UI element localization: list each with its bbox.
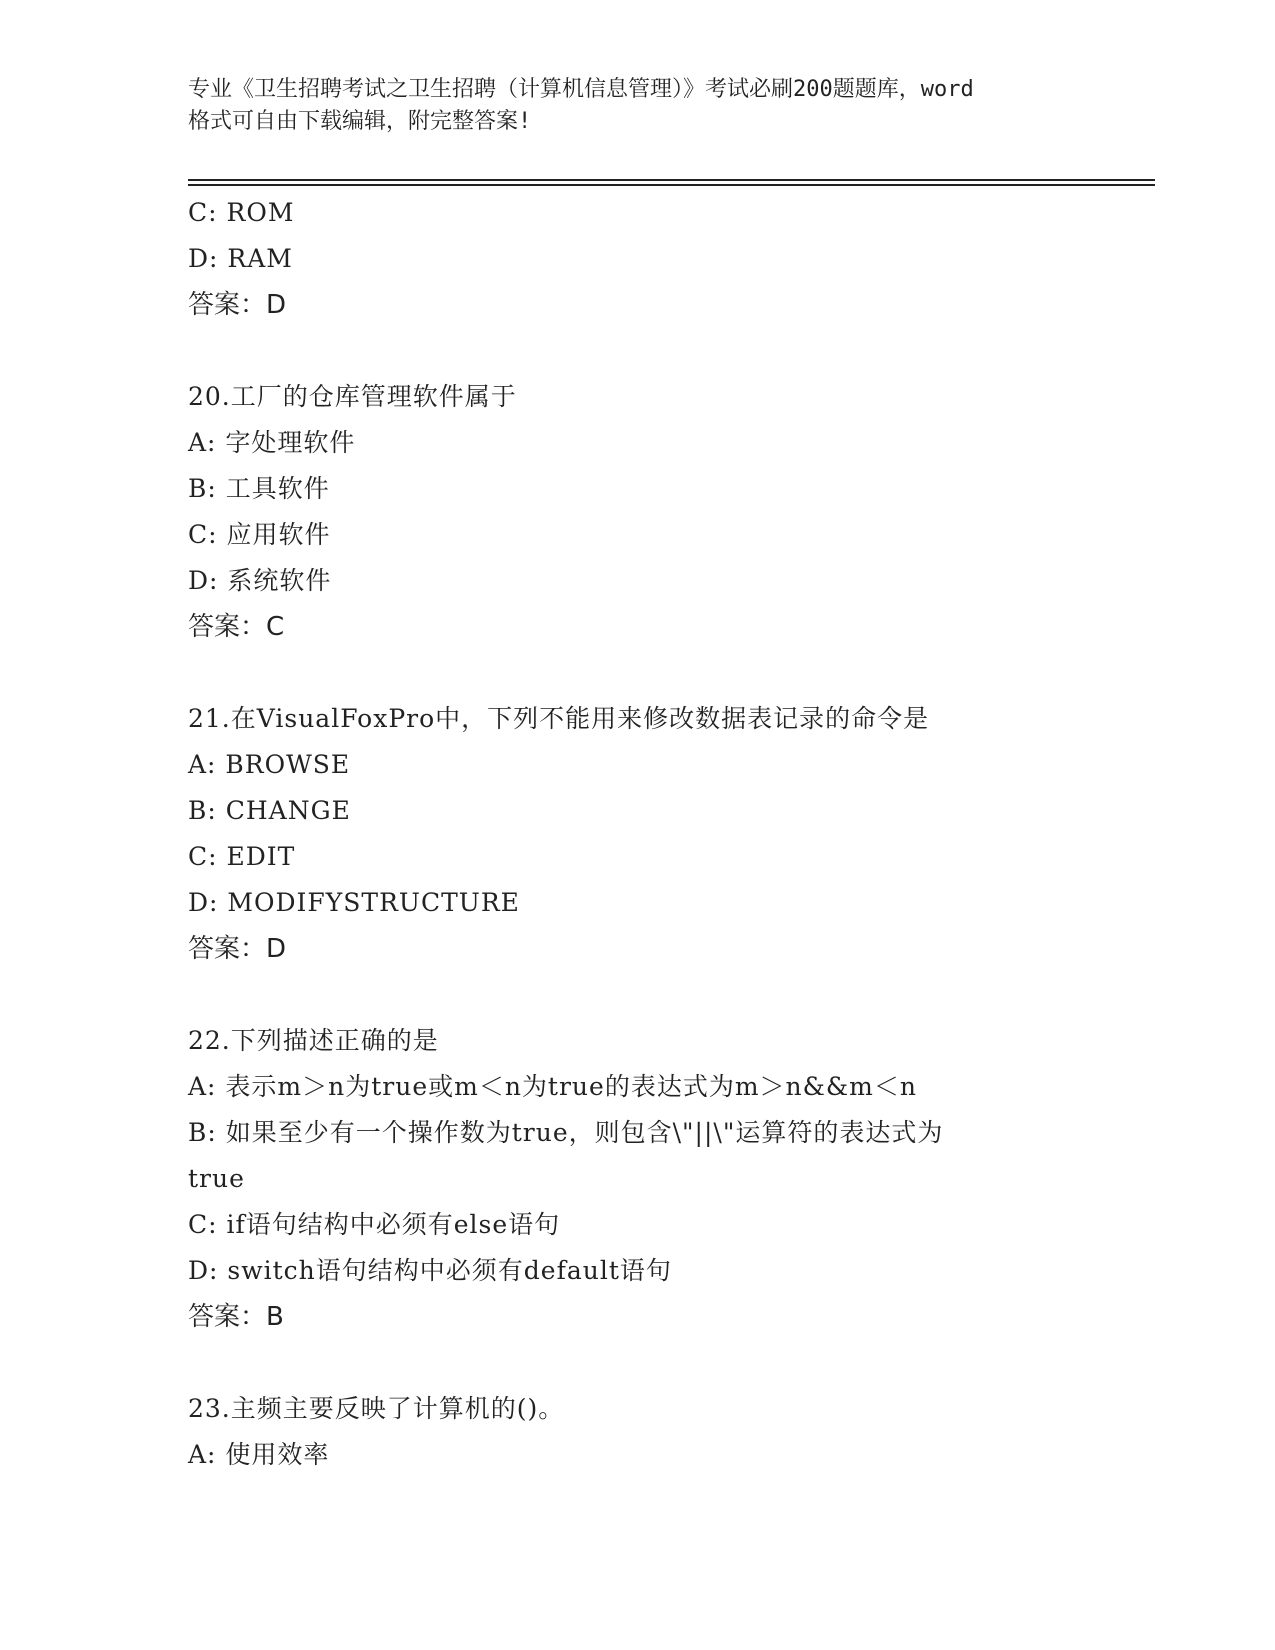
question-stem: 21.在VisualFoxPro中，下列不能用来修改数据表记录的命令是: [188, 704, 930, 733]
option-a: A: BROWSE: [188, 750, 351, 779]
option-a: A: 使用效率: [188, 1440, 330, 1469]
option-a: A: 字处理软件: [188, 428, 356, 457]
option-b: B: 如果至少有一个操作数为true，则包含\"||\"运算符的表达式为: [188, 1118, 944, 1147]
question-22: [188, 1018, 1088, 1340]
header-divider-top: [188, 179, 1155, 181]
question-stem: 22.下列描述正确的是: [188, 1026, 439, 1055]
option-c: C: 应用软件: [188, 520, 331, 549]
header-title-line-2: 格式可自由下载编辑，附完整答案!: [188, 109, 532, 134]
question-spacer: [188, 1340, 1088, 1386]
answer-label: 答案：D: [188, 934, 287, 964]
option-d: D: switch语句结构中必须有default语句: [188, 1256, 672, 1285]
question-20: [188, 374, 1088, 650]
question-23: [188, 1386, 1088, 1478]
header-divider-bottom: [188, 184, 1155, 186]
option-d: D: RAM: [188, 244, 293, 273]
question-spacer: [188, 650, 1088, 696]
option-b: B: 工具软件: [188, 474, 330, 503]
answer-label: 答案：C: [188, 612, 285, 642]
question-stem: 20.工厂的仓库管理软件属于: [188, 382, 517, 411]
option-b: B: CHANGE: [188, 796, 351, 825]
header-title-line-1: 专业《卫生招聘考试之卫生招聘（计算机信息管理）》考试必刷200题题库，word: [188, 77, 974, 102]
option-c: C: if语句结构中必须有else语句: [188, 1210, 561, 1239]
question-previous: [188, 190, 1088, 328]
answer-label: 答案：B: [188, 1302, 284, 1332]
question-list: [188, 190, 1088, 1478]
question-spacer: [188, 972, 1088, 1018]
question-spacer: [188, 328, 1088, 374]
option-d: D: MODIFYSTRUCTURE: [188, 888, 520, 917]
option-b-continuation: true: [188, 1164, 245, 1193]
option-c: C: EDIT: [188, 842, 296, 871]
answer-label: 答案：D: [188, 290, 287, 320]
question-21: [188, 696, 1088, 972]
option-d: D: 系统软件: [188, 566, 332, 595]
option-a: A: 表示m＞n为true或m＜n为true的表达式为m＞n&&m＜n: [188, 1072, 917, 1101]
question-stem: 23.主频主要反映了计算机的()。: [188, 1394, 565, 1423]
document-header: [188, 74, 1088, 138]
option-c: C: ROM: [188, 198, 295, 227]
